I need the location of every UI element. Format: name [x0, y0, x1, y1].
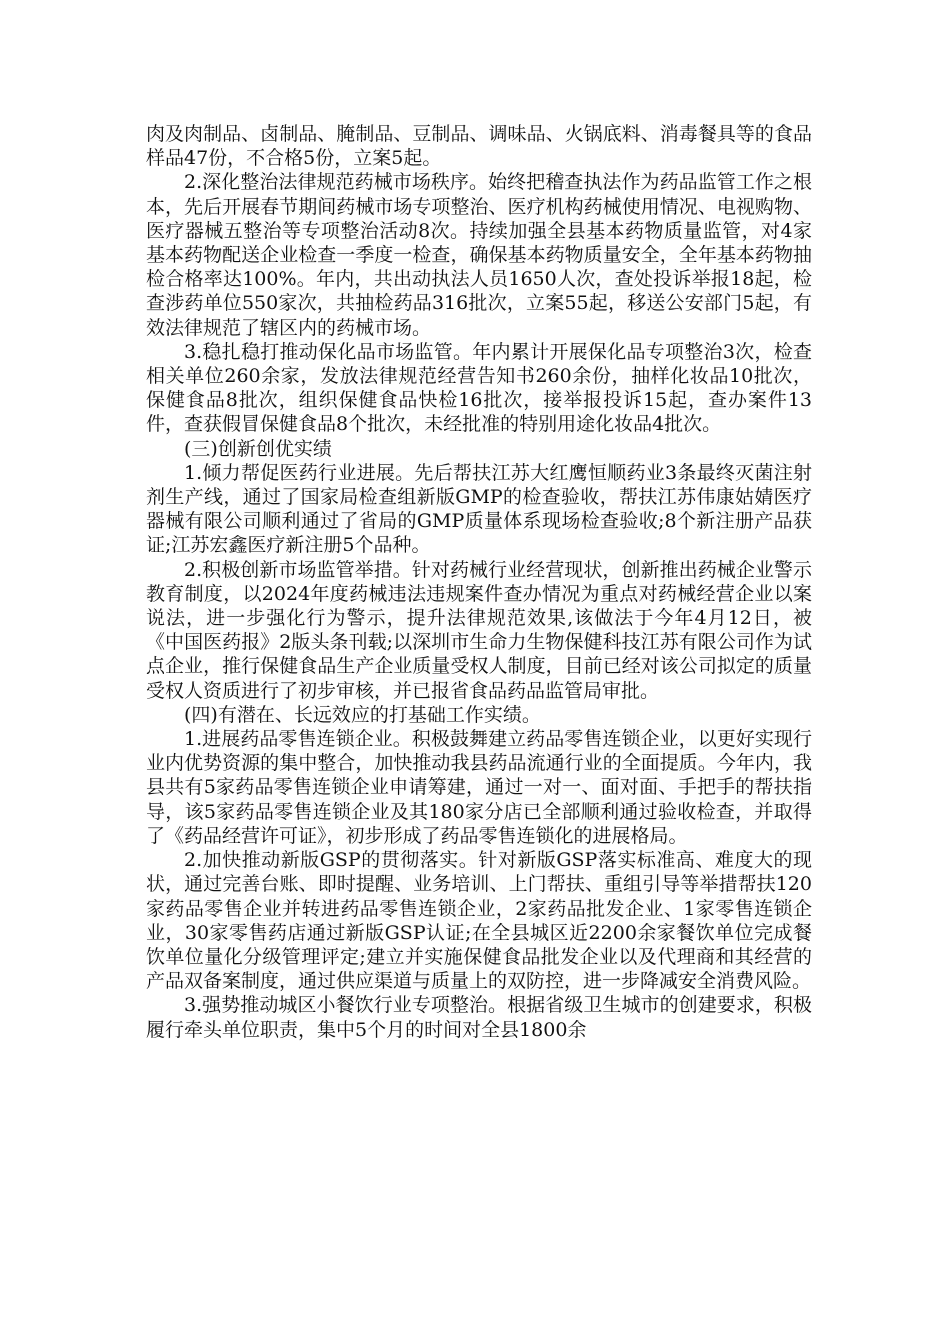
paragraph-industry-support: 1.倾力帮促医药行业进展。先后帮扶江苏大红鹰恒顺药业3条最终灭菌注射剂生产线，通过了国家局检查组新版GMP的检查验收，帮扶江苏伟康姑婧医疗器械有限公司顺利通过了省局的GMP质量体系现场检查验收;8个新注册产品获证;江苏宏鑫医疗新注册5个品种。 [146, 461, 812, 557]
section-heading-innovation: (三)创新创优实绩 [184, 437, 332, 460]
paragraph-supervision-innovation: 2.积极创新市场监管举措。针对药械行业经营现状，创新推出药械企业警示教育制度，以2024年度药械违法违规案件查办情况为重点对药械经营企业以案说法，进一步强化行为警示，提升法律规范效果,该做法于今年4月12日，被《中国医药报》2版头条刊载;以深圳市生命力生物保健科技江苏有限公司作为试点企业，推行保健食品生产企业质量受权人制度，目前已经对该公司拟定的质量受权人资质进行了初步审核，并已报省食品药品监管局审批。 [146, 558, 812, 702]
paragraph-retail-chain: 1.进展药品零售连锁企业。积极鼓舞建立药品零售连锁企业，以更好实现行业内优势资源的集中整合，加快推动我县药品流通行业的全面提质。今年内，我县共有5家药品零售连锁企业申请筹建，通过一对一、面对面、手把手的帮扶指导，该5家药品零售连锁企业及其180家分店已全部顺利通过验收检查，并取得了《药品经营许可证》，初步形成了药品零售连锁化的进展格局。 [146, 728, 812, 847]
paragraph-small-catering-rectification: 3.强势推动城区小餐饮行业专项整治。根据省级卫生城市的创建要求，积极履行牵头单位职责，集中5个月的时间对全县1800余 [146, 994, 812, 1041]
paragraph-gsp-implementation: 2.加快推动新版GSP的贯彻落实。针对新版GSP落实标准高、难度大的现状，通过完善台账、即时提醒、业务培训、上门帮扶、重组引导等举措帮扶120家药品零售企业并转进药品零售连锁企业，2家药品批发企业、1家零售连锁企业，30家零售药店通过新版GSP认证;在全县城区近2200余家餐饮单位完成餐饮单位量化分级管理评定;建立并实施保健食品批发企业以及代理商和其经营的产品双备案制度，通过供应渠道与质量上的双防控，进一步降减安全消费风险。 [146, 849, 812, 993]
section-heading-foundation-work: (四)有潜在、长远效应的打基础工作实绩。 [184, 703, 541, 726]
paragraph-continuation: 肉及肉制品、卤制品、腌制品、豆制品、调味品、火锅底料、消毒餐具等的食品样品47份，不合格5份，立案5起。 [146, 123, 812, 170]
paragraph-drug-market-rectification: 2.深化整治法律规范药械市场秩序。始终把稽查执法作为药品监管工作之根本，先后开展春节期间药械市场专项整治、医疗机构药械使用情况、电视购物、医疗器械五整治等专项整治活动8次。持续加强全县基本药物质量监管，对4家基本药物配送企业检查一季度一检查，确保基本药物质量安全，全年基本药物抽检合格率达100%。年内，共出动执法人员1650人次，查处投诉举报18起，检查涉药单位550家次，共抽检药品316批次，立案55起，移送公安部门5起，有效法律规范了辖区内的药械市场。 [146, 171, 812, 339]
document-page [146, 122, 812, 1042]
paragraph-health-cosmetics-supervision: 3.稳扎稳打推动保化品市场监管。年内累计开展保化品专项整治3次，检查相关单位260余家，发放法律规范经营告知书260余份，抽样化妆品10批次，保健食品8批次，组织保健食品快检16批次，接举报投诉15起，查办案件13件，查获假冒保健食品8个批次，未经批准的特别用途化妆品4批次。 [146, 340, 812, 436]
